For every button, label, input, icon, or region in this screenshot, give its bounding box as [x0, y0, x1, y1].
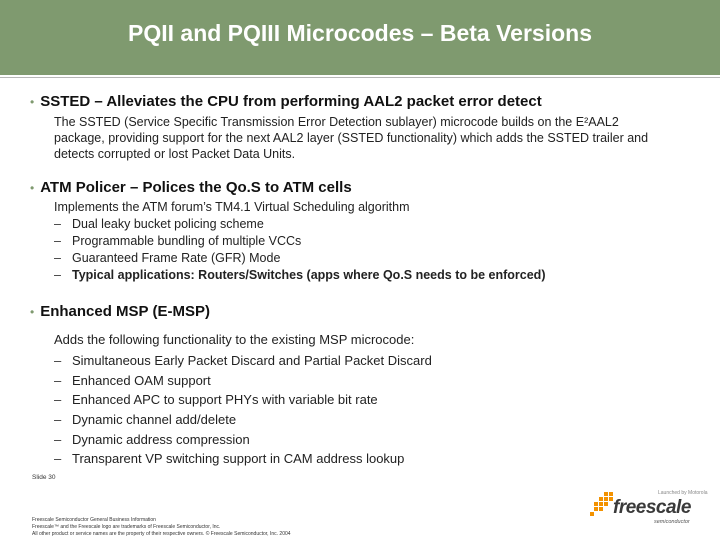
dash-marker: –: [54, 372, 62, 388]
slide-number: Slide 30: [32, 474, 56, 481]
list-item-text: Simultaneous Early Packet Discard and Partial Packet Discard: [72, 353, 432, 368]
list-item-text: Enhanced OAM support: [72, 372, 211, 388]
logo-tagline: Launched by Motorola: [658, 490, 708, 496]
list-item: [54, 449, 432, 469]
list-item: [54, 250, 545, 267]
dash-marker: –: [54, 268, 61, 282]
bullet-atm-heading-text: ATM Policer – Polices the Qo.S to ATM cells: [40, 179, 352, 196]
dash-marker: –: [54, 431, 62, 447]
bullet-dot: •: [30, 181, 35, 195]
list-item: [54, 233, 545, 250]
title-bar: [0, 0, 720, 75]
footer-line-2: Freescale™ and the Freescale logo are trademarks of Freescale Semiconductor, Inc.: [32, 524, 221, 530]
bullet-emsp-heading: [30, 303, 210, 320]
bullet-ssted-heading-text: SSTED – Alleviates the CPU from performing AAL2 packet error detect: [40, 93, 542, 110]
bullet-dot: •: [30, 95, 35, 109]
logo-subtitle: semiconductor: [654, 519, 690, 525]
title-divider: [0, 77, 720, 78]
dash-marker: –: [54, 451, 62, 467]
bullet-dot: •: [30, 305, 35, 319]
bullet-ssted-heading: [30, 93, 542, 110]
list-item: [54, 351, 432, 371]
dash-marker: –: [54, 234, 61, 248]
list-item: [54, 216, 545, 233]
dash-marker: –: [54, 217, 61, 231]
list-item-text: Enhanced APC to support PHYs with variable bit rate: [72, 392, 378, 408]
list-item-text: Guaranteed Frame Rate (GFR) Mode: [72, 251, 281, 265]
list-item: [54, 390, 432, 410]
dash-marker: –: [54, 251, 61, 265]
list-item-text: Programmable bundling of multiple VCCs: [72, 234, 302, 248]
bullet-emsp-list: [54, 351, 432, 469]
logo-wordmark: freescale: [613, 497, 691, 518]
list-item: [54, 267, 545, 284]
list-item-text: Dynamic channel add/delete: [72, 412, 237, 428]
bullet-emsp-heading-text: Enhanced MSP (E-MSP): [40, 303, 210, 320]
slide-title: PQII and PQIII Microcodes – Beta Versions: [128, 20, 592, 46]
bullet-emsp-intro: Adds the following functionality to the existing MSP microcode:: [54, 332, 415, 347]
dash-marker: –: [54, 353, 62, 368]
bullet-atm-list: [54, 216, 545, 284]
dash-marker: –: [54, 412, 62, 428]
list-item: [54, 430, 432, 450]
dash-marker: –: [54, 392, 62, 408]
footer-line-1: Freescale Semiconductor General Business Information: [32, 517, 156, 523]
list-item: [54, 371, 432, 391]
bullet-atm-intro: Implements the ATM forum’s TM4.1 Virtual Scheduling algorithm: [54, 200, 410, 214]
bullet-ssted-body: The SSTED (Service Specific Transmission Error Detection sublayer) microcode builds on the E²AAL2 package, providing support for the next AAL2 layer (SSTED functionality) which adds the SSTED trailer and detects corrupted or lost Packet Data Units.: [54, 115, 649, 161]
list-item-text: Dynamic address compression: [72, 431, 250, 447]
list-item: [54, 410, 432, 430]
list-item-text: Dual leaky bucket policing scheme: [72, 217, 264, 231]
footer-line-3: All other product or service names are the property of their respective owners. © Freescale Semiconductor, Inc. 2004: [32, 531, 291, 537]
list-item-text: Typical applications: Routers/Switches (apps where Qo.S needs to be enforced): [72, 268, 546, 282]
list-item-text: Transparent VP switching support in CAM address lookup: [72, 451, 405, 467]
bullet-atm-heading: [30, 179, 352, 196]
